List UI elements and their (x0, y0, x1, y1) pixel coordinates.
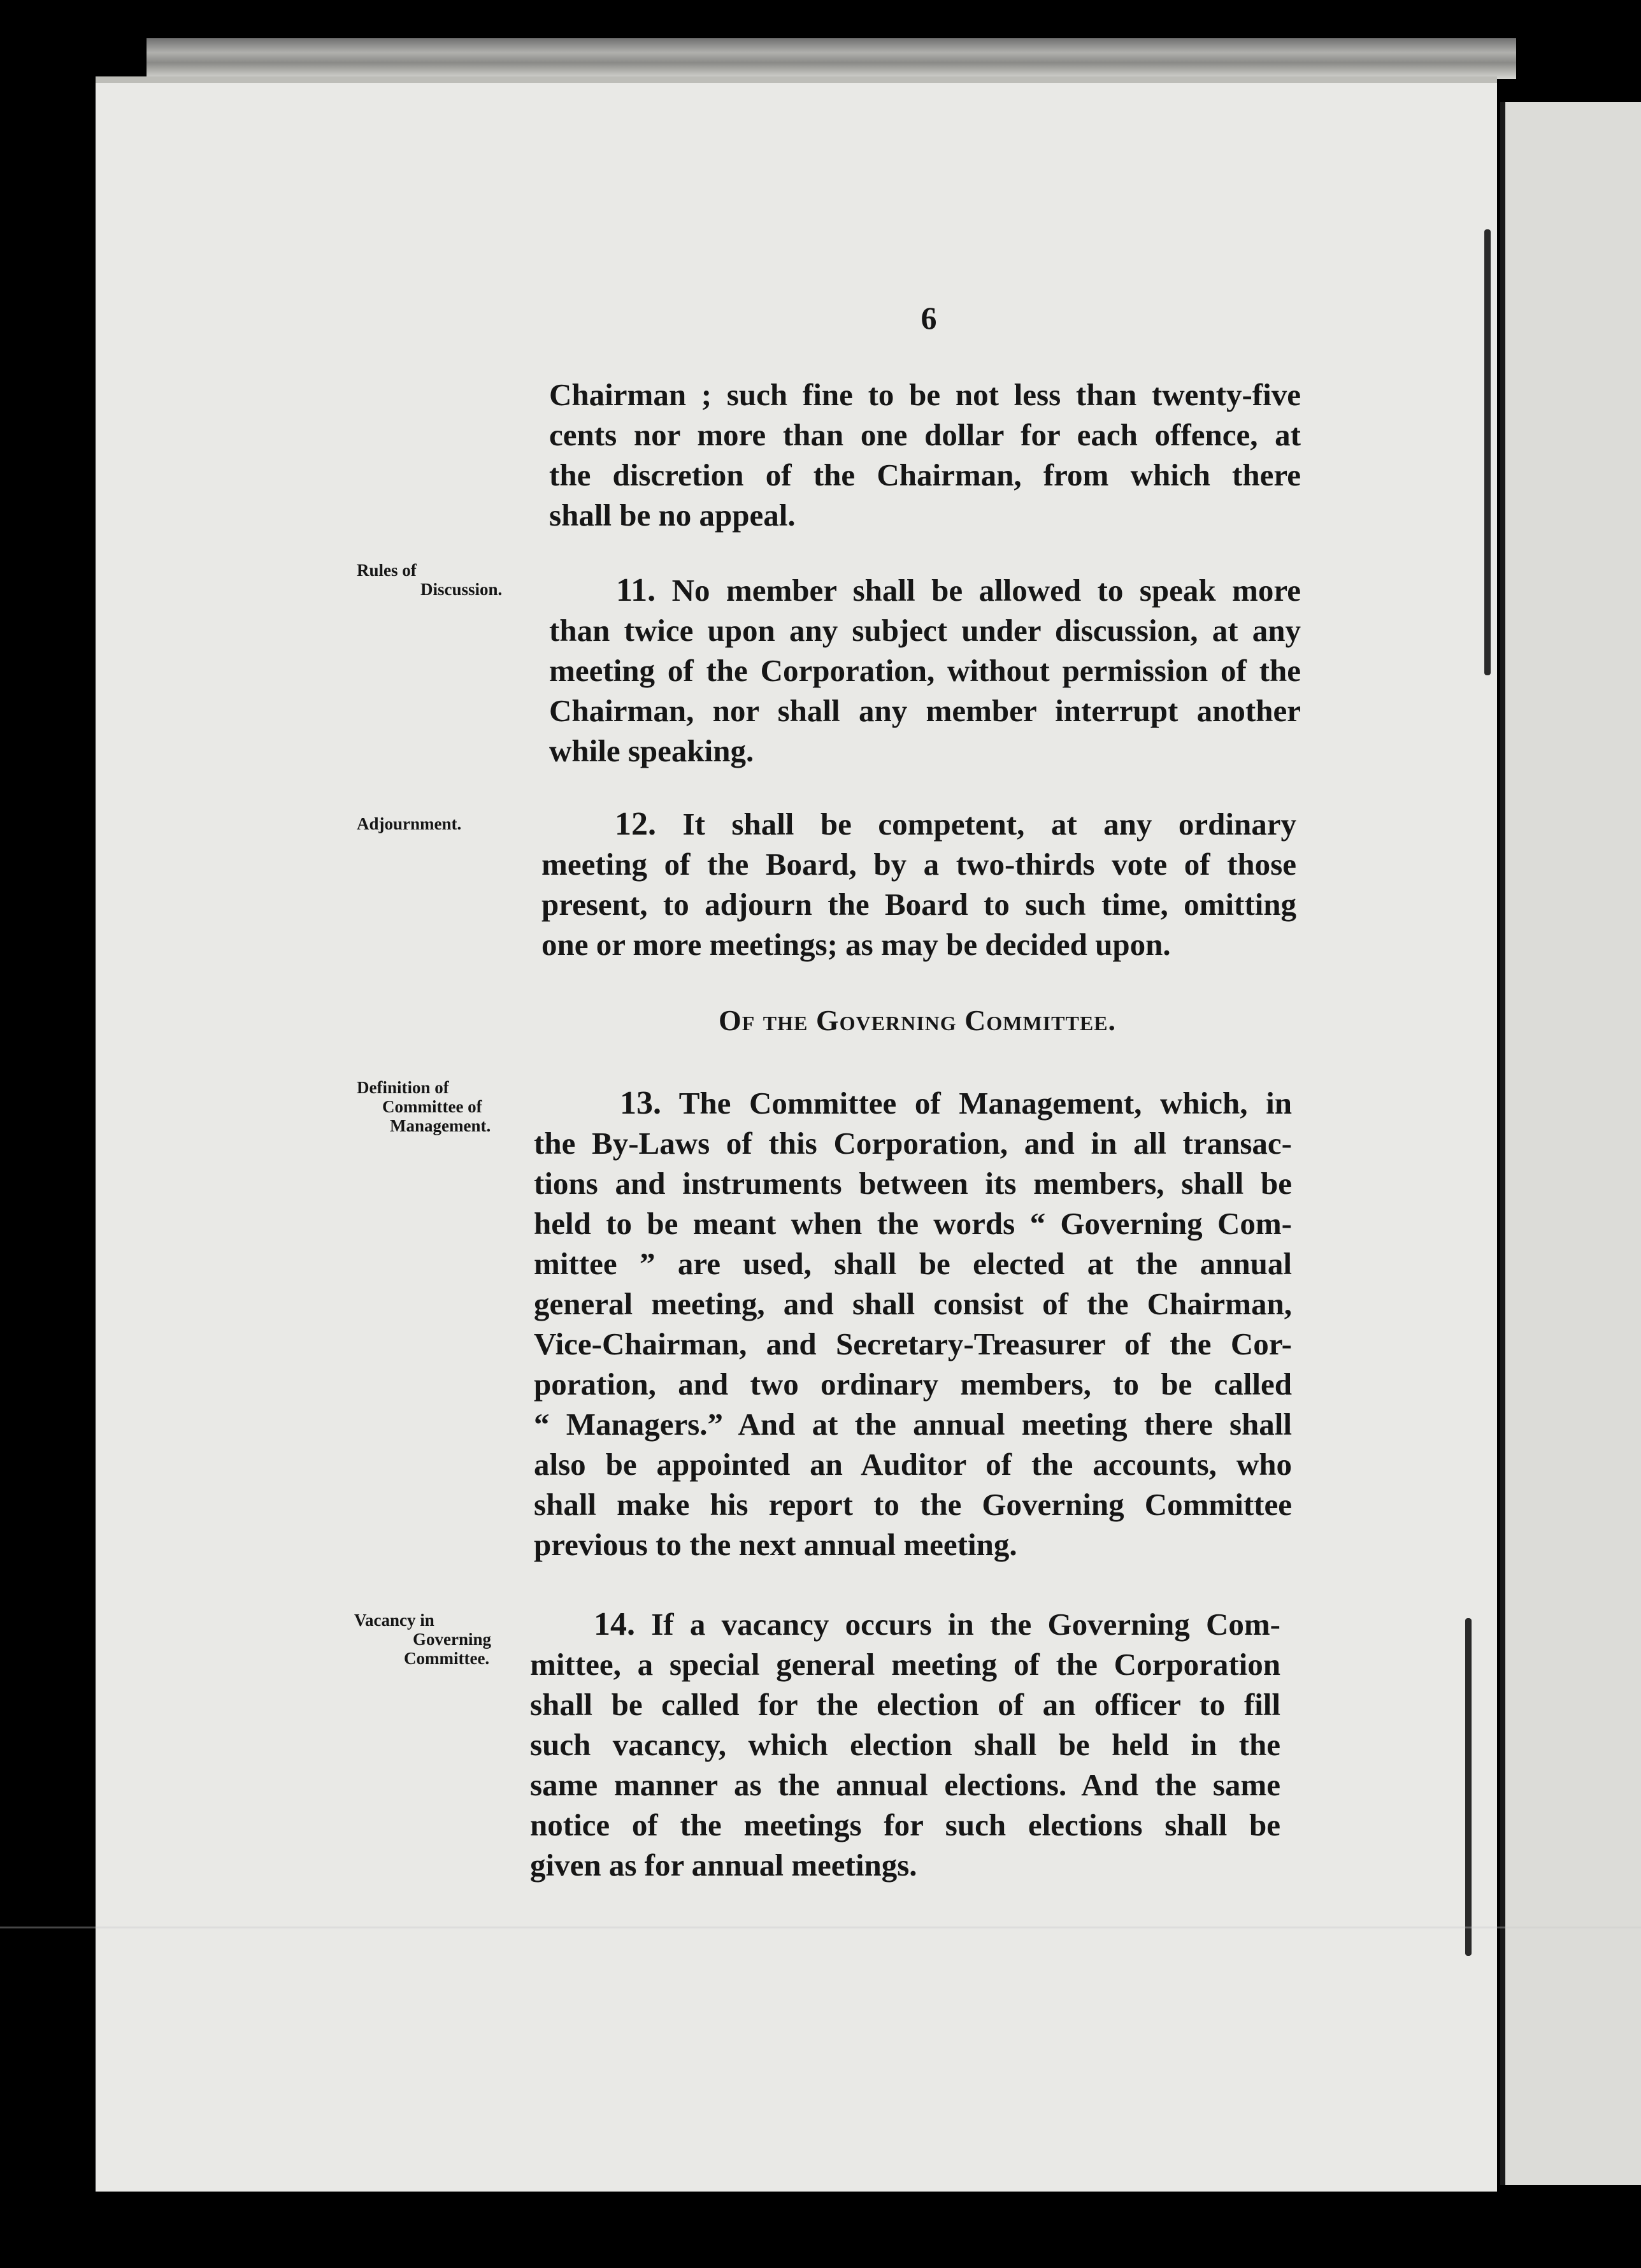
margin-note-line: Management. (390, 1116, 491, 1135)
text-line: such vacancy, which election shall be held in the (530, 1727, 1280, 1762)
text-line: cents nor more than one dollar for each offence, at (549, 417, 1301, 452)
text-line: No member shall be allowed to speak more (671, 573, 1301, 608)
section-number: 14. (594, 1606, 635, 1642)
text-line: Vice-Chairman, and Secretary-Treasurer of the Cor- (534, 1326, 1292, 1361)
continuation-paragraph (549, 375, 1301, 535)
text-line: Chairman ; such fine to be not less than twenty-five (549, 377, 1301, 412)
text-line: Chairman, nor shall any member interrupt another (549, 693, 1301, 728)
section-number: 13. (620, 1085, 661, 1121)
text-line: If a vacancy occurs in the Governing Com- (651, 1607, 1280, 1642)
section-number: 12. (615, 806, 656, 842)
margin-note-line: Vacancy in (354, 1611, 434, 1630)
text-line: held to be meant when the words “ Governing Com- (534, 1206, 1292, 1241)
text-line: tions and instruments between its members, shall be (534, 1166, 1292, 1201)
text-line: also be appointed an Auditor of the accounts, who (534, 1447, 1292, 1482)
text-line: present, to adjourn the Board to such time, omitting (541, 887, 1296, 922)
text-line: shall be no appeal. (549, 498, 796, 533)
section-heading: Of the Governing Committee. (718, 1004, 1117, 1037)
text-line: than twice upon any subject under discussion, at any (549, 613, 1301, 648)
margin-note-line: Definition of (357, 1078, 449, 1097)
text-line: one or more meetings; as may be decided upon. (541, 927, 1171, 962)
text-line: previous to the next annual meeting. (534, 1527, 1017, 1562)
text-line: the By-Laws of this Corporation, and in all transac- (534, 1126, 1292, 1161)
margin-note-rules-of-discussion (357, 561, 535, 599)
section-14-paragraph (530, 1604, 1280, 1885)
margin-note-adjournment (357, 814, 516, 833)
text-line: “ Managers.” And at the annual meeting there shall (534, 1407, 1292, 1442)
text-line: the discretion of the Chairman, from which there (549, 457, 1301, 492)
text-line: mittee, a special general meeting of the Corporation (530, 1647, 1280, 1682)
margin-note-line: Adjournment. (357, 814, 462, 833)
text-line: given as for annual meetings. (530, 1848, 917, 1883)
text-line: general meeting, and shall consist of the Chairman, (534, 1286, 1292, 1321)
margin-note-line: Governing (413, 1630, 492, 1649)
margin-note-line: Committee of (382, 1097, 482, 1116)
text-line: same manner as the annual elections. And the same (530, 1767, 1280, 1802)
scan-artifact-line (0, 1927, 1641, 1928)
margin-note-line: Rules of (357, 561, 417, 580)
text-line: meeting of the Board, by a two-thirds vote of those (541, 847, 1296, 882)
section-13-paragraph (534, 1083, 1292, 1565)
binding-shadow (1465, 1618, 1472, 1956)
margin-note-definition-of-committee (357, 1078, 529, 1135)
section-11-paragraph (549, 570, 1301, 771)
text-line: mittee ” are used, shall be elected at the annual (534, 1246, 1292, 1281)
text-line: poration, and two ordinary members, to be called (534, 1367, 1292, 1402)
text-line: The Committee of Management, which, in (678, 1086, 1292, 1121)
section-12-paragraph (541, 804, 1296, 965)
section-number: 11. (616, 572, 656, 608)
binding-shadow (1484, 229, 1491, 675)
margin-note-line: Discussion. (420, 580, 503, 599)
text-line: notice of the meetings for such elections shall be (530, 1807, 1280, 1842)
text-line: meeting of the Corporation, without permission of the (549, 653, 1301, 688)
margin-note-vacancy (354, 1611, 520, 1668)
text-line: shall make his report to the Governing Committee (534, 1487, 1292, 1522)
text-line: shall be called for the election of an officer to fill (530, 1687, 1280, 1722)
margin-note-line: Committee. (404, 1649, 490, 1668)
text-line: It shall be competent, at any ordinary (682, 807, 1297, 842)
text-line: while speaking. (549, 733, 754, 768)
page-top-edge (147, 38, 1516, 79)
facing-page-edge (1500, 102, 1641, 2185)
page-number: 6 (921, 300, 937, 336)
